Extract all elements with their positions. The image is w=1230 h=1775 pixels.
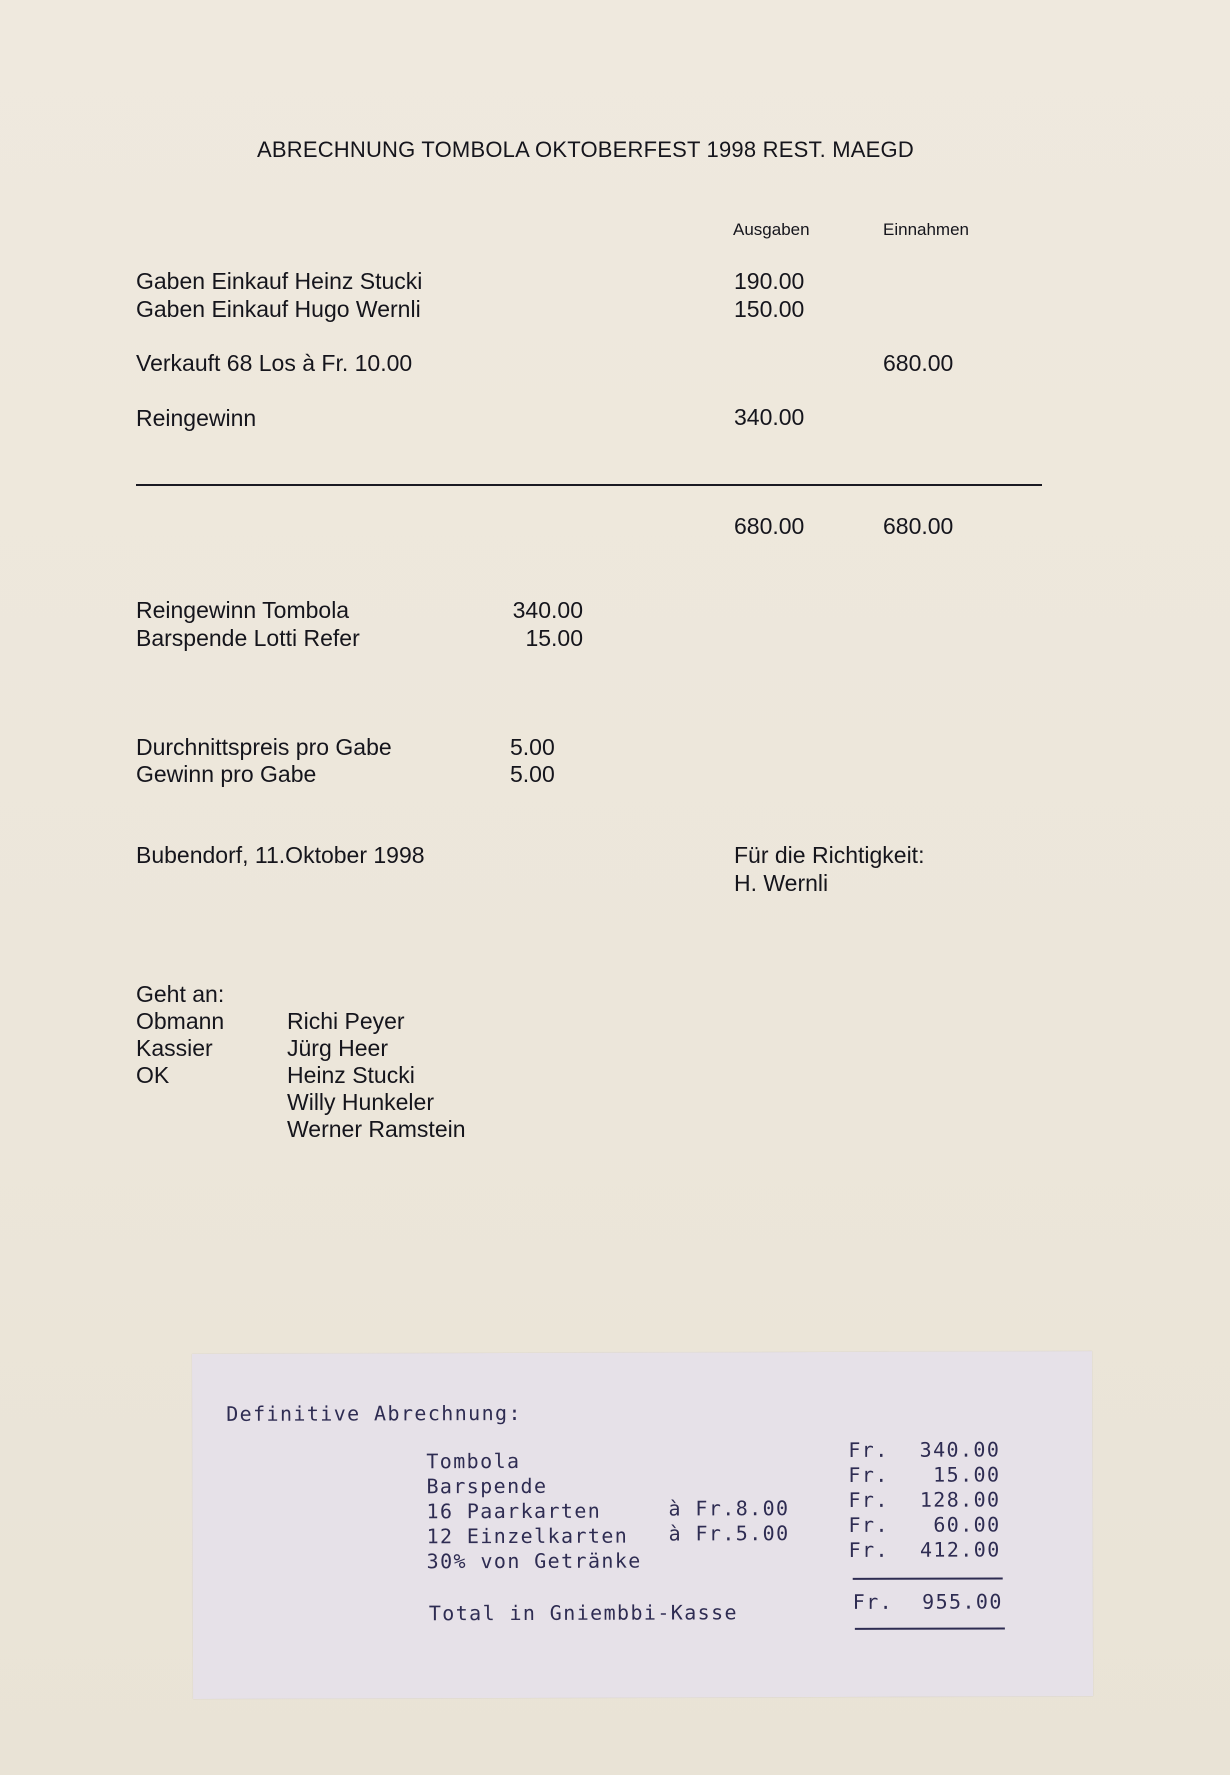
slip-sum-line bbox=[853, 1577, 1003, 1579]
summary-label: Reingewinn Tombola bbox=[136, 597, 350, 623]
slip-total-label: Total in Gniembbi-Kasse bbox=[428, 1600, 739, 1626]
document-title: ABRECHNUNG TOMBOLA OKTOBERFEST 1998 REST. MAEGD bbox=[257, 137, 914, 162]
average-label: Gewinn pro Gabe bbox=[136, 761, 317, 787]
average-value: 5.00 bbox=[510, 734, 555, 760]
slip-row-amount: 60.00 bbox=[933, 1512, 1001, 1537]
slip-row-currency: Fr. bbox=[848, 1437, 889, 1462]
entry-label: Verkauft 68 Los à Fr. 10.00 bbox=[136, 350, 413, 376]
slip-total-underline bbox=[855, 1627, 1005, 1629]
distribution-name: Willy Hunkeler bbox=[287, 1089, 434, 1115]
slip-row-label: 16 Paarkarten bbox=[426, 1498, 602, 1524]
entry-label: Reingewinn bbox=[136, 405, 257, 431]
distribution-role: Obmann bbox=[136, 1008, 225, 1034]
slip-row-amount: 128.00 bbox=[919, 1487, 1001, 1512]
average-value: 5.00 bbox=[510, 761, 555, 787]
total-income: 680.00 bbox=[883, 513, 954, 539]
slip-row-currency: Fr. bbox=[848, 1487, 889, 1512]
distribution-name: Jürg Heer bbox=[287, 1035, 388, 1061]
slip-row-currency: Fr. bbox=[848, 1537, 889, 1562]
slip-row-amount: 412.00 bbox=[919, 1537, 1001, 1562]
distribution-name: Richi Peyer bbox=[287, 1008, 405, 1034]
summary-label: Barspende Lotti Refer bbox=[136, 625, 360, 651]
total-divider bbox=[136, 484, 1042, 486]
slip-row-detail: à Fr.8.00 bbox=[668, 1496, 790, 1521]
slip-row-amount: 15.00 bbox=[933, 1462, 1001, 1487]
distribution-name: Werner Ramstein bbox=[287, 1116, 466, 1142]
average-label: Durchnittspreis pro Gabe bbox=[136, 734, 392, 760]
slip-total-amount: 955.00 bbox=[922, 1589, 1003, 1614]
entry-label: Gaben Einkauf Hugo Wernli bbox=[136, 296, 421, 322]
distribution-name: Heinz Stucki bbox=[287, 1062, 415, 1088]
distribution-role: OK bbox=[136, 1062, 170, 1088]
slip-row-amount: 340.00 bbox=[919, 1437, 1001, 1462]
column-header-expenses: Ausgaben bbox=[733, 220, 810, 239]
distribution-role: Kassier bbox=[136, 1035, 213, 1061]
slip-heading: Definitive Abrechnung: bbox=[226, 1400, 522, 1426]
total-expense: 680.00 bbox=[734, 513, 805, 539]
slip-row-currency: Fr. bbox=[848, 1462, 889, 1487]
entry-expense: 190.00 bbox=[734, 268, 805, 294]
slip-row-label: Tombola bbox=[426, 1448, 521, 1474]
slip-row-label: 12 Einzelkarten bbox=[426, 1523, 629, 1549]
summary-value: 15.00 bbox=[525, 625, 583, 651]
entry-expense: 340.00 bbox=[734, 404, 805, 430]
entry-label: Gaben Einkauf Heinz Stucki bbox=[136, 268, 423, 294]
slip-row-detail: à Fr.5.00 bbox=[668, 1521, 790, 1546]
certification-name: H. Wernli bbox=[734, 870, 829, 896]
slip-row-label: 30% von Getränke bbox=[426, 1548, 642, 1574]
column-header-income: Einnahmen bbox=[883, 220, 970, 239]
definitive-statement-slip bbox=[192, 1351, 1093, 1699]
slip-total-currency: Fr. bbox=[852, 1589, 894, 1614]
entry-expense: 150.00 bbox=[734, 296, 805, 322]
certification-heading: Für die Richtigkeit: bbox=[734, 842, 925, 868]
summary-value: 340.00 bbox=[512, 597, 583, 623]
place-date: Bubendorf, 11.Oktober 1998 bbox=[136, 842, 425, 868]
entry-income: 680.00 bbox=[883, 350, 954, 376]
distribution-heading: Geht an: bbox=[136, 981, 225, 1007]
slip-row-currency: Fr. bbox=[848, 1512, 889, 1537]
slip-row-label: Barspende bbox=[426, 1473, 548, 1499]
